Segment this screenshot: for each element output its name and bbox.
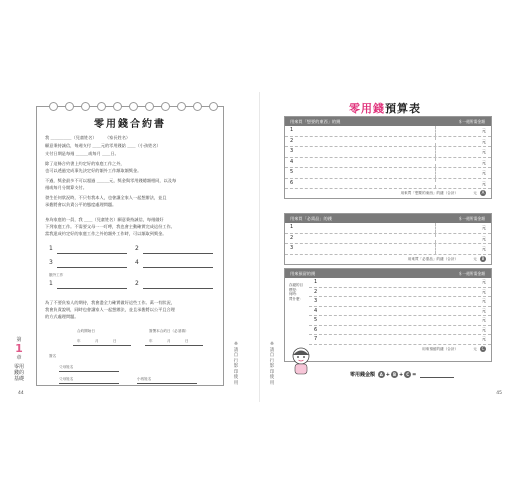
row-number: 5 bbox=[290, 169, 294, 175]
task-number: 3 bbox=[49, 259, 53, 266]
contract-line: 除了這條合約書上約定好的家庭工作之外， bbox=[45, 161, 125, 166]
ring-hole-icon bbox=[145, 102, 154, 111]
row-divider bbox=[435, 244, 436, 254]
budget-row[interactable] bbox=[285, 244, 491, 255]
budget-row[interactable] bbox=[309, 326, 491, 336]
total-label: 用來預留的錢（合計） bbox=[422, 346, 459, 351]
row-unit: 元 bbox=[481, 235, 486, 241]
row-unit: 元 bbox=[481, 225, 486, 230]
chapter-suffix: 章 bbox=[16, 355, 22, 361]
row-number: 3 bbox=[290, 148, 294, 154]
photocopy-note: ※請自行影印使用 bbox=[233, 342, 239, 386]
row-unit: 元 bbox=[481, 307, 486, 313]
task-line[interactable] bbox=[143, 253, 213, 254]
extra-number: 1 bbox=[49, 280, 53, 287]
contract-line: 週或每月分開算支付。 bbox=[45, 185, 87, 190]
sign-date-label: 簽署本合約日（必須填） bbox=[149, 329, 189, 333]
budget-row[interactable] bbox=[285, 126, 491, 137]
start-date-label: 合約開始日 bbox=[77, 329, 95, 333]
section-total bbox=[309, 345, 491, 353]
badge-a-icon: A bbox=[481, 190, 485, 195]
contract-line: 我 ＿＿＿＿＿（兒童姓名） （家長姓名） bbox=[45, 135, 131, 140]
budget-row[interactable] bbox=[285, 223, 491, 234]
contract-line: 下列家庭工作。不需要父母一一叮嚀，我也會主動確實完成這份工作。 bbox=[45, 224, 175, 229]
photocopy-note: ※請自行影印使用 bbox=[269, 342, 275, 386]
row-unit: 元 bbox=[481, 336, 486, 341]
budget-title-pink: 零用錢 bbox=[349, 102, 385, 115]
badge-b-icon: B bbox=[481, 255, 485, 261]
weekly-amount-label: ＄一週所需金額 bbox=[458, 119, 485, 124]
ymd-day: 日 bbox=[185, 339, 189, 343]
child-name-label: 小孩姓名 bbox=[137, 377, 152, 381]
row-unit: 元 bbox=[481, 246, 486, 251]
plus-sign: + bbox=[385, 372, 390, 378]
budget-row[interactable] bbox=[309, 297, 491, 307]
budget-title-rest: 預算表 bbox=[385, 102, 421, 115]
budget-section-wants bbox=[284, 116, 492, 199]
right-page bbox=[260, 92, 510, 402]
badge-a-icon: A bbox=[379, 372, 383, 377]
row-number: 1 bbox=[290, 224, 294, 230]
contract-line: 的方式處理問題。 bbox=[45, 314, 79, 319]
savings-rows bbox=[309, 278, 491, 353]
budget-row[interactable] bbox=[309, 288, 491, 298]
row-unit: 元 bbox=[481, 326, 486, 332]
sign-label: 簽名 bbox=[49, 354, 57, 358]
row-number: 6 bbox=[290, 179, 294, 186]
parent-name-label: 父母姓名 bbox=[59, 365, 74, 369]
row-divider bbox=[435, 147, 436, 157]
ring-hole-icon bbox=[177, 102, 186, 111]
sign-date-line[interactable] bbox=[145, 345, 203, 346]
extra-number: 2 bbox=[135, 280, 139, 287]
row-divider bbox=[435, 137, 436, 147]
row-unit: 元 bbox=[481, 288, 486, 294]
task-number: 1 bbox=[49, 245, 53, 252]
chapter-tab bbox=[14, 337, 24, 382]
budget-title bbox=[260, 100, 510, 116]
book-spread bbox=[10, 92, 510, 402]
ring-hole-icon bbox=[65, 102, 74, 111]
budget-row[interactable] bbox=[285, 168, 491, 179]
budget-row[interactable] bbox=[285, 179, 491, 190]
section-heading-text: 用來買「想要的東西」的錢 bbox=[290, 119, 341, 124]
task-line[interactable] bbox=[143, 267, 213, 268]
row-unit: 元 bbox=[481, 170, 486, 175]
weekly-amount-label: ＄一週所需金額 bbox=[458, 271, 485, 276]
section-total bbox=[285, 189, 491, 198]
contract-line: 承擔將會以負責公平的態度處理問題。 bbox=[45, 202, 117, 207]
ring-hole-icon bbox=[193, 102, 202, 111]
weekly-amount-label: ＄一週所需金額 bbox=[458, 216, 485, 221]
extra-line[interactable] bbox=[143, 288, 213, 289]
left-page bbox=[10, 92, 260, 402]
contract-line: 身為家庭的一員，我 ＿＿（兒童姓名）願意秉持誠信，每週做好 bbox=[45, 217, 164, 222]
task-line[interactable] bbox=[57, 267, 127, 268]
budget-row[interactable] bbox=[285, 234, 491, 245]
row-divider bbox=[435, 126, 436, 136]
contract-line: 不過，獎金最多不可以超過 ＿＿＿元，獎金與零用錢總額相同，以及每 bbox=[45, 178, 177, 183]
ring-hole-icon bbox=[113, 102, 122, 111]
budget-row[interactable] bbox=[309, 316, 491, 326]
page-number-right: 45 bbox=[496, 391, 502, 396]
row-number: 7 bbox=[314, 336, 318, 342]
section-total bbox=[285, 255, 491, 264]
ring-hole-icon bbox=[97, 102, 106, 111]
row-unit: 元 bbox=[481, 180, 486, 186]
ring-hole-icon bbox=[49, 102, 58, 111]
budget-section-needs bbox=[284, 213, 492, 265]
row-number: 2 bbox=[290, 234, 294, 241]
row-number: 5 bbox=[314, 317, 318, 323]
row-divider bbox=[435, 234, 436, 244]
total-unit: 元 bbox=[473, 191, 477, 195]
equals-sign: = bbox=[412, 372, 417, 378]
total-label: 用來買「想要的東西」的錢（合計） bbox=[400, 191, 459, 195]
ring-hole-icon bbox=[209, 102, 218, 111]
plus-sign: + bbox=[398, 372, 404, 378]
row-unit: 元 bbox=[481, 149, 486, 154]
total-unit: 元 bbox=[473, 256, 477, 261]
task-line[interactable] bbox=[57, 253, 127, 254]
budget-row[interactable] bbox=[309, 307, 491, 317]
row-unit: 元 bbox=[481, 279, 486, 284]
extra-work-label: 額外工作 bbox=[49, 273, 64, 277]
girl-mascot-icon bbox=[288, 346, 314, 376]
parent-name-line[interactable] bbox=[59, 371, 119, 372]
budget-row[interactable] bbox=[309, 278, 491, 288]
savings-goal-note: 存錢的目標是： 何時： 買什麼： bbox=[289, 283, 303, 301]
contract-line: 我會負責說明，同時也會讓家人一起想辦法，並且承擔將以公平且合理 bbox=[45, 307, 175, 312]
budget-section-savings bbox=[284, 268, 492, 362]
row-unit: 元 bbox=[481, 317, 486, 322]
task-number: 4 bbox=[135, 259, 139, 266]
contract-line: 發生任何狀況時，不只有我本人，也會讓全家人一起想辦法，並且 bbox=[45, 195, 167, 200]
row-number: 3 bbox=[290, 245, 294, 251]
total-unit: 元 bbox=[473, 346, 477, 351]
row-divider bbox=[435, 223, 436, 233]
contract-title: 零用錢合約書 bbox=[94, 119, 166, 130]
row-divider bbox=[435, 179, 436, 189]
section-heading bbox=[285, 214, 491, 223]
chapter-title: 零用錢的基礎 bbox=[14, 364, 25, 382]
start-date-line[interactable] bbox=[73, 345, 131, 346]
contract-line: 也可以透過完成事先決定好的額外工作額取額獎金。 bbox=[45, 168, 142, 173]
extra-line[interactable] bbox=[57, 288, 127, 289]
parent-name-line[interactable] bbox=[59, 383, 119, 384]
row-number: 1 bbox=[290, 127, 294, 133]
contract-line: 為了不要負家人的期待，我會盡全力確實做好這些工作。萬一有狀況， bbox=[45, 300, 175, 305]
contract-line: 願意秉持誠信，每週支付 ＿＿元的零用錢給 ＿＿（小孩姓名） bbox=[45, 143, 161, 148]
parent-name-label: 父母姓名 bbox=[59, 377, 74, 381]
row-number: 2 bbox=[290, 137, 294, 144]
page-number-left: 44 bbox=[18, 391, 24, 396]
section-heading bbox=[285, 269, 491, 278]
row-divider bbox=[435, 168, 436, 178]
budget-row[interactable] bbox=[285, 137, 491, 148]
section-heading-text: 用來預留的錢 bbox=[290, 271, 316, 276]
ring-hole-icon bbox=[161, 102, 170, 111]
badge-b-icon: B bbox=[392, 372, 396, 377]
ring-hole-icon bbox=[81, 102, 90, 111]
row-number: 4 bbox=[314, 307, 318, 314]
budget-row[interactable] bbox=[285, 158, 491, 169]
row-unit: 元 bbox=[481, 128, 486, 133]
section-heading bbox=[285, 117, 491, 126]
row-unit: 元 bbox=[481, 298, 486, 303]
child-name-line[interactable] bbox=[137, 383, 197, 384]
ymd-year: 年 bbox=[149, 339, 153, 343]
budget-row[interactable] bbox=[285, 147, 491, 158]
row-unit: 元 bbox=[481, 159, 486, 165]
total-amount-line[interactable] bbox=[420, 377, 454, 378]
contract-line: 當我達成約定好的家庭工作之外的額外工作時，可以額取到獎金。 bbox=[45, 231, 167, 236]
row-number: 4 bbox=[290, 158, 294, 165]
allowance-formula bbox=[350, 371, 454, 378]
badge-c-icon: C bbox=[404, 371, 411, 378]
chapter-number: 1 bbox=[15, 342, 23, 355]
row-unit: 元 bbox=[481, 138, 486, 144]
row-divider bbox=[435, 158, 436, 168]
section-heading-text: 用來買「必需品」的錢 bbox=[290, 216, 332, 221]
allowance-contract bbox=[36, 106, 224, 386]
badge-c-icon: C bbox=[481, 345, 485, 351]
formula-label: 零用錢金額 bbox=[350, 372, 376, 378]
contract-line: 支付日期是每週 ＿＿＿或每月 ＿＿日。 bbox=[45, 151, 119, 156]
ymd-year: 年 bbox=[77, 339, 81, 343]
ymd-month: 月 bbox=[95, 339, 99, 343]
task-number: 2 bbox=[135, 245, 139, 252]
ymd-day: 日 bbox=[113, 339, 117, 343]
ymd-month: 月 bbox=[167, 339, 171, 343]
ring-hole-icon bbox=[129, 102, 138, 111]
row-number: 2 bbox=[314, 288, 318, 295]
chapter-prefix: 第 bbox=[16, 337, 22, 343]
ring-holes bbox=[37, 102, 223, 112]
total-label: 用來買「必需品」的錢（合計） bbox=[407, 256, 459, 261]
row-number: 3 bbox=[314, 298, 318, 304]
row-number: 6 bbox=[314, 326, 318, 333]
budget-row[interactable] bbox=[309, 335, 491, 345]
row-number: 1 bbox=[314, 279, 318, 285]
